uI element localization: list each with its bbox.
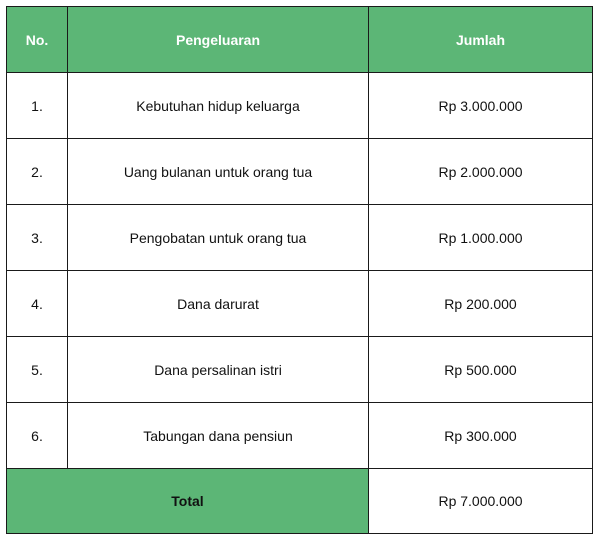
row-number: 1.: [7, 73, 68, 139]
row-expense: Dana darurat: [68, 271, 369, 337]
total-row: [7, 469, 593, 534]
header-expense: Pengeluaran: [68, 7, 369, 73]
row-amount: Rp 1.000.000: [369, 205, 593, 271]
row-expense: Kebutuhan hidup keluarga: [68, 73, 369, 139]
table-row: [7, 205, 593, 271]
header-no: No.: [7, 7, 68, 73]
row-number: 3.: [7, 205, 68, 271]
row-number: 2.: [7, 139, 68, 205]
row-expense: Uang bulanan untuk orang tua: [68, 139, 369, 205]
row-amount: Rp 300.000: [369, 403, 593, 469]
table-row: [7, 337, 593, 403]
table-row: [7, 271, 593, 337]
row-number: 5.: [7, 337, 68, 403]
table-row: [7, 73, 593, 139]
table-row: [7, 403, 593, 469]
row-number: 6.: [7, 403, 68, 469]
header-row: [7, 7, 593, 73]
row-amount: Rp 2.000.000: [369, 139, 593, 205]
total-label: Total: [7, 469, 369, 534]
row-amount: Rp 3.000.000: [369, 73, 593, 139]
row-number: 4.: [7, 271, 68, 337]
expense-table-container: [6, 6, 592, 534]
expense-table: [6, 6, 593, 534]
total-amount: Rp 7.000.000: [369, 469, 593, 534]
row-expense: Dana persalinan istri: [68, 337, 369, 403]
table-row: [7, 139, 593, 205]
row-expense: Pengobatan untuk orang tua: [68, 205, 369, 271]
row-amount: Rp 200.000: [369, 271, 593, 337]
row-amount: Rp 500.000: [369, 337, 593, 403]
header-amount: Jumlah: [369, 7, 593, 73]
row-expense: Tabungan dana pensiun: [68, 403, 369, 469]
